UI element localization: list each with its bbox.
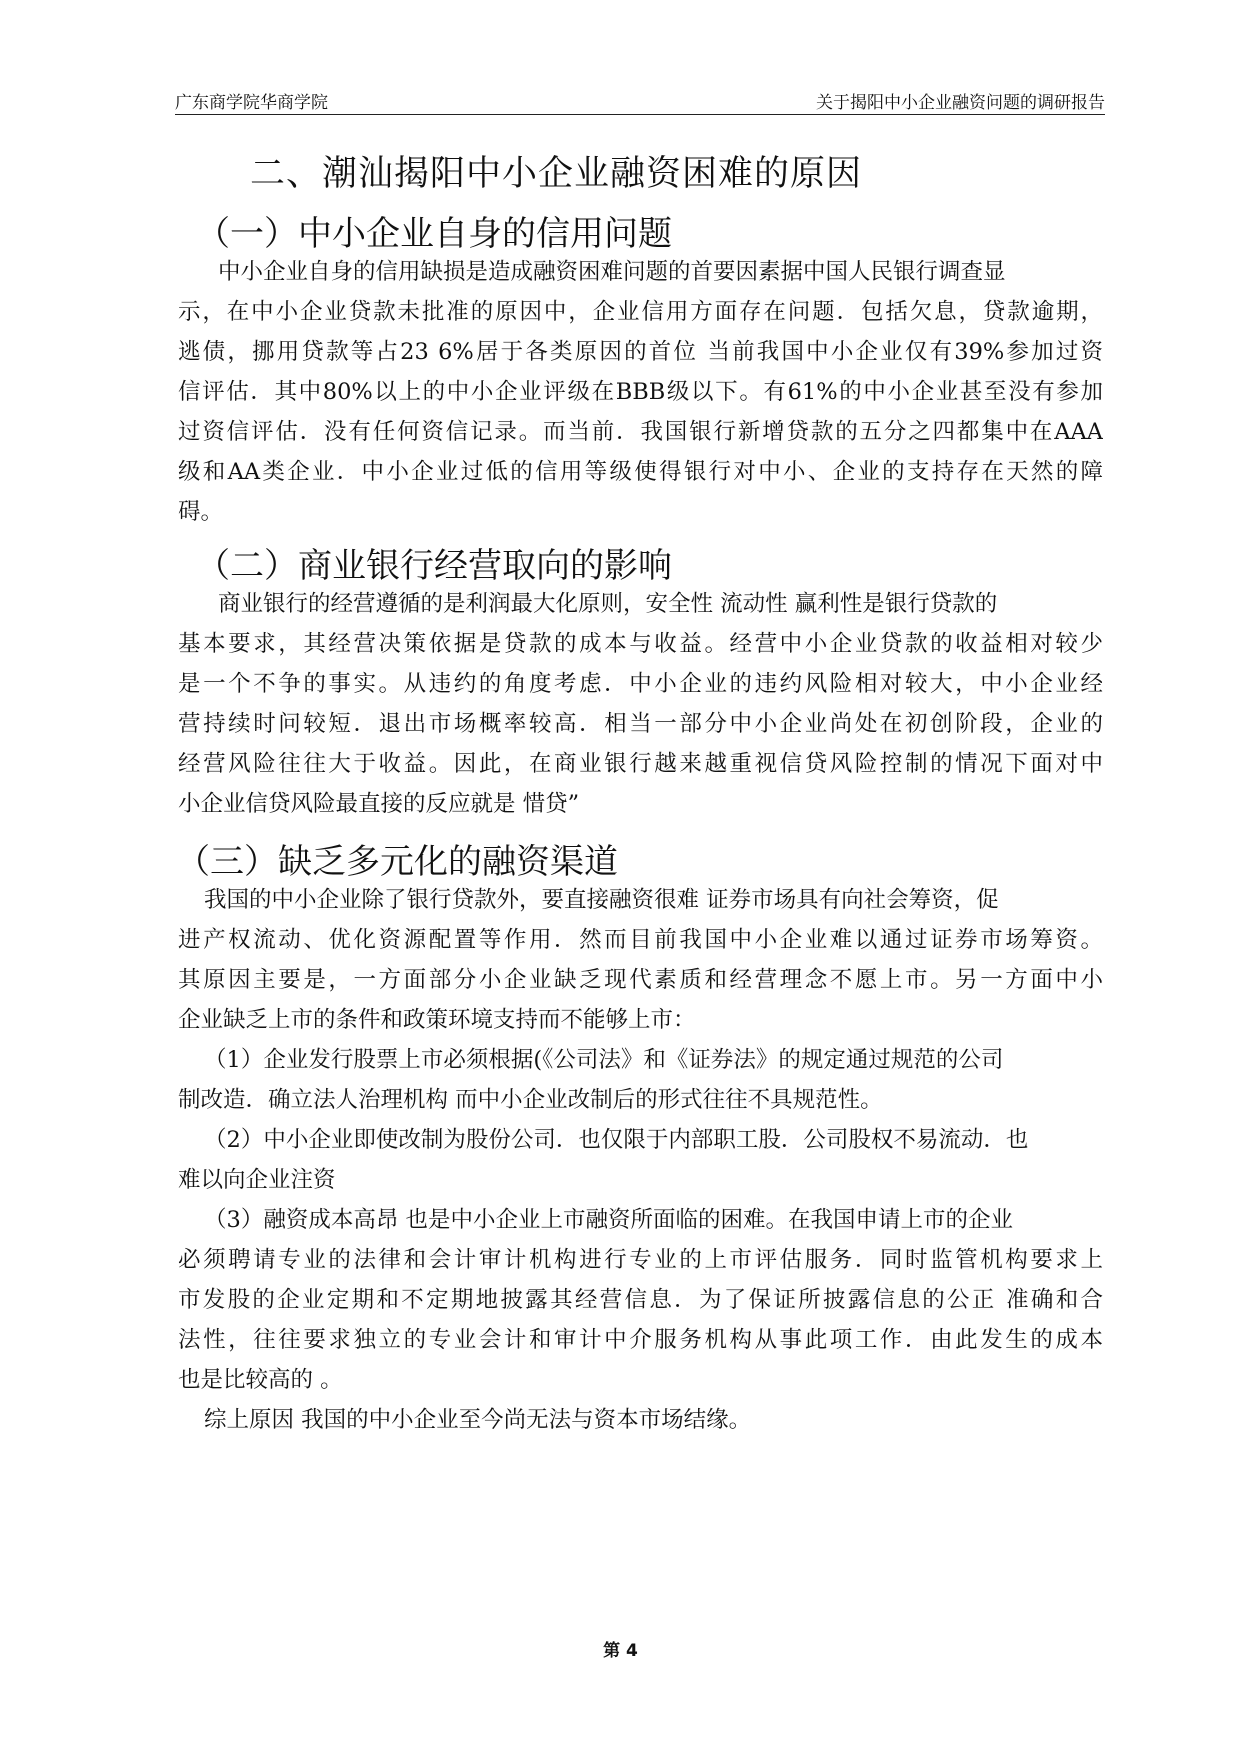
text-line: 进产权流动、优化资源配置等作用．然而目前我国中小企业难以通过证券市场筹资。 bbox=[178, 927, 1103, 953]
text-line: 其原因主要是，一方面部分小企业缺乏现代素质和经营理念不愿上市。另一方面中小 bbox=[178, 967, 1103, 993]
text-line: （3）融资成本高昂 也是中小企业上市融资所面临的困难。在我国申请上市的企业 bbox=[204, 1207, 1013, 1233]
text-line: 是一个不争的事实。从违约的角度考虑．中小企业的违约风险相对较大，中小企业经 bbox=[178, 671, 1103, 697]
text-line: 法性，往往要求独立的专业会计和审计中介服务机构从事此项工作．由此发生的成本 bbox=[178, 1327, 1103, 1353]
section-heading-3: （三）缺乏多元化的融资渠道 bbox=[176, 842, 618, 882]
page-title: 二、潮汕揭阳中小企业融资困难的原因 bbox=[250, 154, 863, 194]
text-line: 制改造．确立法人治理机构 而中小企业改制后的形式往往不具规范性。 bbox=[178, 1087, 883, 1113]
text-line: 经营风险往往大于收益。因此，在商业银行越来越重视信贷风险控制的情况下面对中 bbox=[178, 751, 1103, 777]
text-line: 示，在中小企业贷款未批准的原因中，企业信用方面存在问题．包括欠息，贷款逾期， bbox=[178, 299, 1103, 325]
text-line: 难以向企业注资 bbox=[178, 1167, 336, 1193]
text-line: 过资信评估．没有任何资信记录。而当前．我国银行新增贷款的五分之四都集中在AAA bbox=[178, 419, 1103, 445]
text-line: 企业缺乏上市的条件和政策环境支持而不能够上市： bbox=[178, 1007, 696, 1033]
text-line: 也是比较高的 。 bbox=[178, 1367, 343, 1393]
page-header bbox=[175, 88, 1105, 115]
text-line: 营持续时问较短．退出市场概率较高．相当一部分中小企业尚处在初创阶段，企业的 bbox=[178, 711, 1103, 737]
text-line: （2）中小企业即使改制为股份公司．也仅限于内部职工股．公司股权不易流动．也 bbox=[204, 1127, 1029, 1153]
text-line: 级和AA类企业．中小企业过低的信用等级使得银行对中小、企业的支持存在天然的障 bbox=[178, 459, 1103, 485]
text-line: 必须聘请专业的法律和会计审计机构进行专业的上市评估服务．同时监管机构要求上 bbox=[178, 1247, 1103, 1273]
text-line: 基本要求，其经营决策依据是贷款的成本与收益。经营中小企业贷款的收益相对较少 bbox=[178, 631, 1103, 657]
header-report-title: 关于揭阳中小企业融资问题的调研报告 bbox=[816, 93, 1105, 113]
text-line: 信评估．其中80%以上的中小企业评级在BBB级以下。有61%的中小企业甚至没有参加 bbox=[178, 379, 1103, 405]
page-number: 第 4 bbox=[603, 1641, 638, 1661]
text-line: 小企业信贷风险最直接的反应就是 惜贷” bbox=[178, 791, 580, 817]
text-line: 市发股的企业定期和不定期地披露其经营信息．为了保证所披露信息的公正 准确和合 bbox=[178, 1287, 1103, 1313]
section-1-paragraph bbox=[178, 252, 1103, 532]
text-line: 商业银行的经营遵循的是利润最大化原则，安全性 流动性 赢利性是银行贷款的 bbox=[218, 591, 998, 617]
text-line: 综上原因 我国的中小企业至今尚无法与资本市场结缘。 bbox=[204, 1407, 752, 1433]
text-line: 中小企业自身的信用缺损是造成融资困难问题的首要因素据中国人民银行调查显 bbox=[218, 259, 1006, 285]
section-heading-1: （一）中小企业自身的信用问题 bbox=[196, 214, 672, 254]
text-line: 碍。 bbox=[178, 499, 224, 525]
section-2-paragraph bbox=[178, 584, 1103, 824]
header-institution: 广东商学院华商学院 bbox=[175, 93, 328, 113]
section-3-paragraph bbox=[178, 880, 1103, 1440]
text-line: 逃债，挪用贷款等占23 6%居于各类原因的首位 当前我国中小企业仅有39%参加过资 bbox=[178, 339, 1103, 365]
text-line: （1）企业发行股票上市必须根据(《公司法》和《证券法》的规定通过规范的公司 bbox=[204, 1047, 1004, 1073]
section-heading-2: （二）商业银行经营取向的影响 bbox=[196, 546, 672, 586]
text-line: 我国的中小企业除了银行贷款外，要直接融资很难 证券市场具有向社会筹资，促 bbox=[204, 887, 999, 913]
